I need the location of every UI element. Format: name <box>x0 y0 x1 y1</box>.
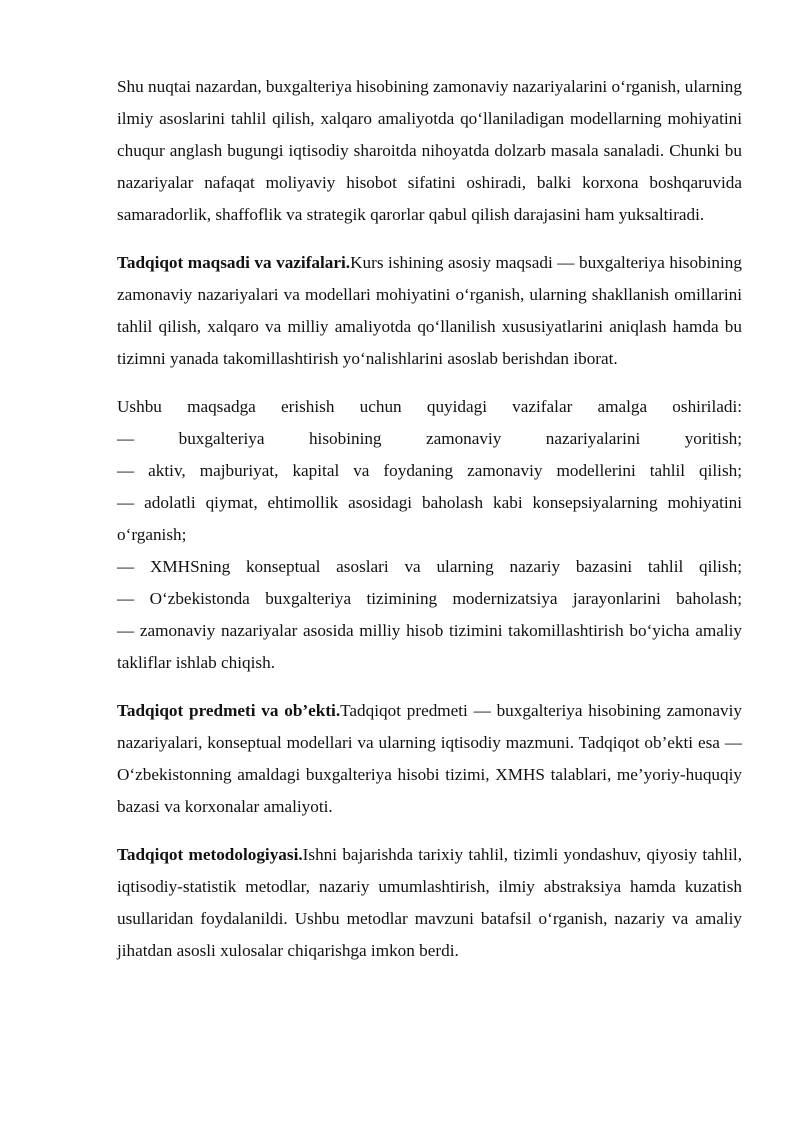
subject-heading: Tadqiqot predmeti va ob’ekti. <box>117 701 341 720</box>
goals-text: Kurs ishining asosiy maqsadi — buxgalteriya hisobining zamonaviy nazariyalari va modellari mohiyatini o‘rganish, ularning shakllanish omillarini tahlil qilish, xalqaro va milliy amaliyotda qo‘llanilish xususiyatlarini aniqlash hamda bu tizimni yanada takomillashtirish yo‘nalishlarini asoslab berishdan iborat. <box>117 253 742 368</box>
intro-paragraph <box>117 71 742 231</box>
methodology-heading: Tadqiqot metodologiyasi. <box>117 845 303 864</box>
task-item: — buxgalteriya hisobining zamonaviy nazariyalarini yoritish; <box>117 429 742 448</box>
task-item: — zamonaviy nazariyalar asosida milliy hisob tizimini takomillashtirish bo‘yicha amaliy takliflar ishlab chiqish. <box>117 621 742 672</box>
goals-heading: Tadqiqot maqsadi va vazifalari. <box>117 253 351 272</box>
tasks-intro: Ushbu maqsadga erishish uchun quyidagi vazifalar amalga oshiriladi: <box>117 397 742 416</box>
intro-paragraph-text: Shu nuqtai nazardan, buxgalteriya hisobining zamonaviy nazariyalarini o‘rganish, ularning ilmiy asoslarini tahlil qilish, xalqaro amaliyotda qo‘llaniladigan modellarning mohiyatini chuqur anglash bugungi iqtisodiy sharoitda nihoyatda dolzarb masala sanaladi. Chunki bu nazariyalar nafaqat moliyaviy hisobot sifatini oshiradi, balki korxona boshqaruvida samaradorlik, shaffoflik va strategik qarorlar qabul qilish darajasini ham yuksaltiradi. <box>117 77 742 224</box>
goals-paragraph <box>117 247 742 375</box>
document-page <box>117 71 742 983</box>
tasks-paragraph <box>117 391 742 679</box>
task-item: — aktiv, majburiyat, kapital va foydaning zamonaviy modellerini tahlil qilish; <box>117 461 742 480</box>
methodology-paragraph <box>117 839 742 967</box>
methodology-text: Ishni bajarishda tarixiy tahlil, tizimli yondashuv, qiyosiy tahlil, iqtisodiy-statistik metodlar, nazariy umumlashtirish, ilmiy abstraksiya hamda kuzatish usullaridan foydalanildi. Ushbu metodlar mavzuni batafsil o‘rganish, nazariy va amaliy jihatdan asosli xulosalar chiqarishga imkon berdi. <box>117 845 742 960</box>
task-item: — adolatli qiymat, ehtimollik asosidagi baholash kabi konsepsiyalarning mohiyatini o‘rganish; <box>117 493 742 544</box>
subject-paragraph <box>117 695 742 823</box>
task-item: — XMHSning konseptual asoslari va ularning nazariy bazasini tahlil qilish; <box>117 557 742 576</box>
subject-text: Tadqiqot predmeti — buxgalteriya hisobining zamonaviy nazariyalari, konseptual modellari va ularning iqtisodiy mazmuni. Tadqiqot ob’ekti esa — O‘zbekistonning amaldagi buxgalteriya hisobi tizimi, XMHS talablari, me’yoriy-huquqiy bazasi va korxonalar amaliyoti. <box>117 701 742 816</box>
task-item: — O‘zbekistonda buxgalteriya tizimining modernizatsiya jarayonlarini baholash; <box>117 589 742 608</box>
